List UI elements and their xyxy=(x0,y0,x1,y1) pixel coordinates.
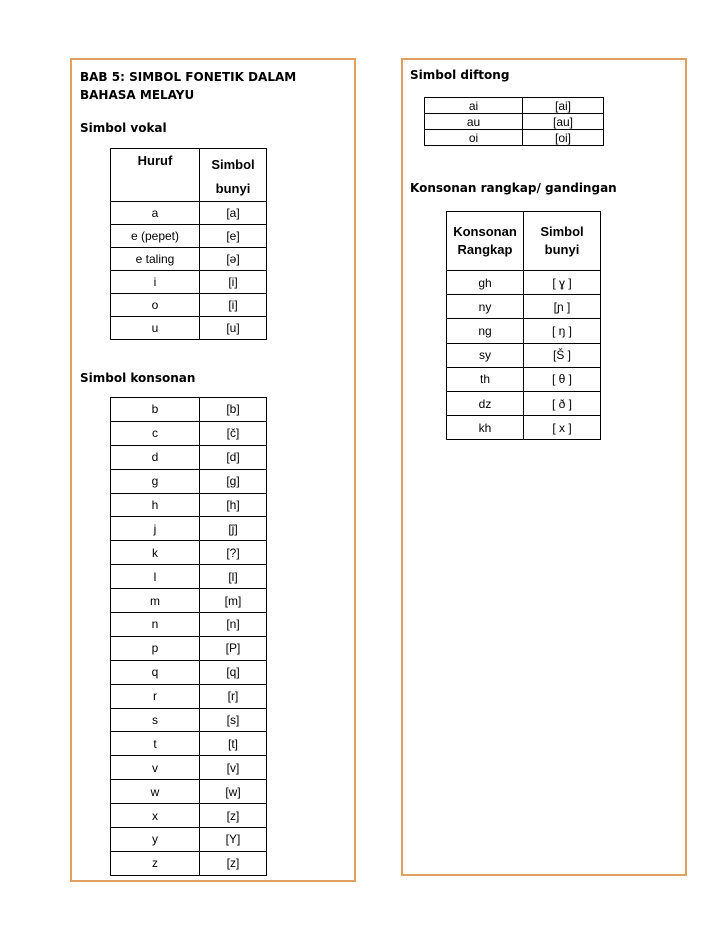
diftong-letter-cell: oi xyxy=(425,130,523,146)
vokal-row xyxy=(111,317,267,340)
vokal-header-simbol: Simbol bunyi xyxy=(200,149,267,202)
gandingan-symbol-cell: [ ð ] xyxy=(524,391,601,415)
konsonan-letter-cell: y xyxy=(111,828,200,852)
vokal-header-row xyxy=(111,149,267,202)
konsonan-row xyxy=(111,589,267,613)
konsonan-table xyxy=(110,397,267,876)
vokal-letter-cell: e taling xyxy=(111,248,200,271)
gandingan-header-row xyxy=(447,212,601,271)
gandingan-letter-cell: sy xyxy=(447,343,524,367)
gandingan-row xyxy=(447,391,601,415)
diftong-symbol-cell: [oi] xyxy=(523,130,604,146)
vokal-letter-cell: e (pepet) xyxy=(111,225,200,248)
vokal-letter-cell: u xyxy=(111,317,200,340)
konsonan-row xyxy=(111,851,267,875)
konsonan-symbol-cell: [P] xyxy=(200,636,267,660)
konsonan-symbol-cell: [?] xyxy=(200,541,267,565)
konsonan-row xyxy=(111,469,267,493)
konsonan-row xyxy=(111,541,267,565)
gandingan-symbol-cell: [ ŋ ] xyxy=(524,319,601,343)
konsonan-letter-cell: j xyxy=(111,517,200,541)
gandingan-header-konsonan: Konsonan Rangkap xyxy=(447,212,524,271)
gandingan-row xyxy=(447,343,601,367)
gandingan-letter-cell: gh xyxy=(447,271,524,295)
konsonan-row xyxy=(111,780,267,804)
konsonan-symbol-cell: [w] xyxy=(200,780,267,804)
diftong-row xyxy=(425,98,604,114)
vokal-row xyxy=(111,202,267,225)
konsonan-symbol-cell: [g] xyxy=(200,469,267,493)
konsonan-symbol-cell: [h] xyxy=(200,493,267,517)
vokal-heading: Simbol vokal xyxy=(80,121,167,135)
konsonan-letter-cell: g xyxy=(111,469,200,493)
gandingan-symbol-cell: [ ɣ ] xyxy=(524,271,601,295)
gandingan-row xyxy=(447,416,601,440)
konsonan-letter-cell: q xyxy=(111,660,200,684)
konsonan-letter-cell: c xyxy=(111,421,200,445)
konsonan-letter-cell: x xyxy=(111,804,200,828)
konsonan-symbol-cell: [ĵ] xyxy=(200,517,267,541)
vokal-row xyxy=(111,294,267,317)
gandingan-symbol-cell: [ θ ] xyxy=(524,367,601,391)
konsonan-symbol-cell: [q] xyxy=(200,660,267,684)
konsonan-letter-cell: v xyxy=(111,756,200,780)
gandingan-heading: Konsonan rangkap/ gandingan xyxy=(410,181,617,195)
konsonan-symbol-cell: [v] xyxy=(200,756,267,780)
konsonan-row xyxy=(111,493,267,517)
gandingan-letter-cell: th xyxy=(447,367,524,391)
gandingan-letter-cell: kh xyxy=(447,416,524,440)
konsonan-symbol-cell: [m] xyxy=(200,589,267,613)
konsonan-row xyxy=(111,398,267,422)
konsonan-symbol-cell: [n] xyxy=(200,613,267,637)
vokal-row xyxy=(111,225,267,248)
vokal-letter-cell: i xyxy=(111,271,200,294)
konsonan-symbol-cell: [t] xyxy=(200,732,267,756)
diftong-letter-cell: au xyxy=(425,114,523,130)
konsonan-row xyxy=(111,421,267,445)
diftong-symbol-cell: [au] xyxy=(523,114,604,130)
diftong-row xyxy=(425,130,604,146)
konsonan-symbol-cell: [r] xyxy=(200,684,267,708)
vokal-symbol-cell: [i] xyxy=(200,294,267,317)
gandingan-letter-cell: ng xyxy=(447,319,524,343)
konsonan-letter-cell: z xyxy=(111,851,200,875)
diftong-table xyxy=(424,97,604,146)
gandingan-header-simbol: Simbol bunyi xyxy=(524,212,601,271)
konsonan-letter-cell: n xyxy=(111,613,200,637)
konsonan-symbol-cell: [b] xyxy=(200,398,267,422)
konsonan-symbol-cell: [z] xyxy=(200,804,267,828)
konsonan-letter-cell: w xyxy=(111,780,200,804)
vokal-symbol-cell: [ə] xyxy=(200,248,267,271)
konsonan-letter-cell: k xyxy=(111,541,200,565)
vokal-symbol-cell: [u] xyxy=(200,317,267,340)
gandingan-table xyxy=(446,211,601,440)
vokal-row xyxy=(111,248,267,271)
diftong-letter-cell: ai xyxy=(425,98,523,114)
konsonan-letter-cell: p xyxy=(111,636,200,660)
konsonan-letter-cell: t xyxy=(111,732,200,756)
gandingan-row xyxy=(447,271,601,295)
konsonan-row xyxy=(111,565,267,589)
diftong-heading: Simbol diftong xyxy=(410,68,510,82)
konsonan-row xyxy=(111,445,267,469)
vokal-symbol-cell: [e] xyxy=(200,225,267,248)
vokal-header-huruf: Huruf xyxy=(111,149,200,202)
konsonan-letter-cell: m xyxy=(111,589,200,613)
konsonan-row xyxy=(111,684,267,708)
diftong-symbol-cell: [ai] xyxy=(523,98,604,114)
konsonan-row xyxy=(111,756,267,780)
konsonan-symbol-cell: [č] xyxy=(200,421,267,445)
konsonan-letter-cell: r xyxy=(111,684,200,708)
konsonan-row xyxy=(111,804,267,828)
konsonan-letter-cell: h xyxy=(111,493,200,517)
gandingan-letter-cell: dz xyxy=(447,391,524,415)
konsonan-row xyxy=(111,660,267,684)
page-title: BAB 5: SIMBOL FONETIK DALAM BAHASA MELAYU xyxy=(80,70,297,102)
konsonan-symbol-cell: [l] xyxy=(200,565,267,589)
konsonan-symbol-cell: [s] xyxy=(200,708,267,732)
vokal-letter-cell: a xyxy=(111,202,200,225)
vokal-letter-cell: o xyxy=(111,294,200,317)
konsonan-symbol-cell: [z] xyxy=(200,851,267,875)
gandingan-row xyxy=(447,295,601,319)
konsonan-letter-cell: d xyxy=(111,445,200,469)
diftong-row xyxy=(425,114,604,130)
gandingan-letter-cell: ny xyxy=(447,295,524,319)
gandingan-symbol-cell: [Š ] xyxy=(524,343,601,367)
konsonan-letter-cell: b xyxy=(111,398,200,422)
vokal-row xyxy=(111,271,267,294)
konsonan-row xyxy=(111,613,267,637)
gandingan-row xyxy=(447,319,601,343)
vokal-symbol-cell: [i] xyxy=(200,271,267,294)
konsonan-row xyxy=(111,732,267,756)
konsonan-row xyxy=(111,636,267,660)
gandingan-symbol-cell: [ɲ ] xyxy=(524,295,601,319)
konsonan-letter-cell: l xyxy=(111,565,200,589)
konsonan-row xyxy=(111,517,267,541)
konsonan-row xyxy=(111,828,267,852)
vokal-table xyxy=(110,148,267,340)
konsonan-heading: Simbol konsonan xyxy=(80,371,196,385)
vokal-symbol-cell: [a] xyxy=(200,202,267,225)
gandingan-symbol-cell: [ x ] xyxy=(524,416,601,440)
konsonan-row xyxy=(111,708,267,732)
konsonan-symbol-cell: [d] xyxy=(200,445,267,469)
gandingan-row xyxy=(447,367,601,391)
konsonan-letter-cell: s xyxy=(111,708,200,732)
konsonan-symbol-cell: [Y] xyxy=(200,828,267,852)
